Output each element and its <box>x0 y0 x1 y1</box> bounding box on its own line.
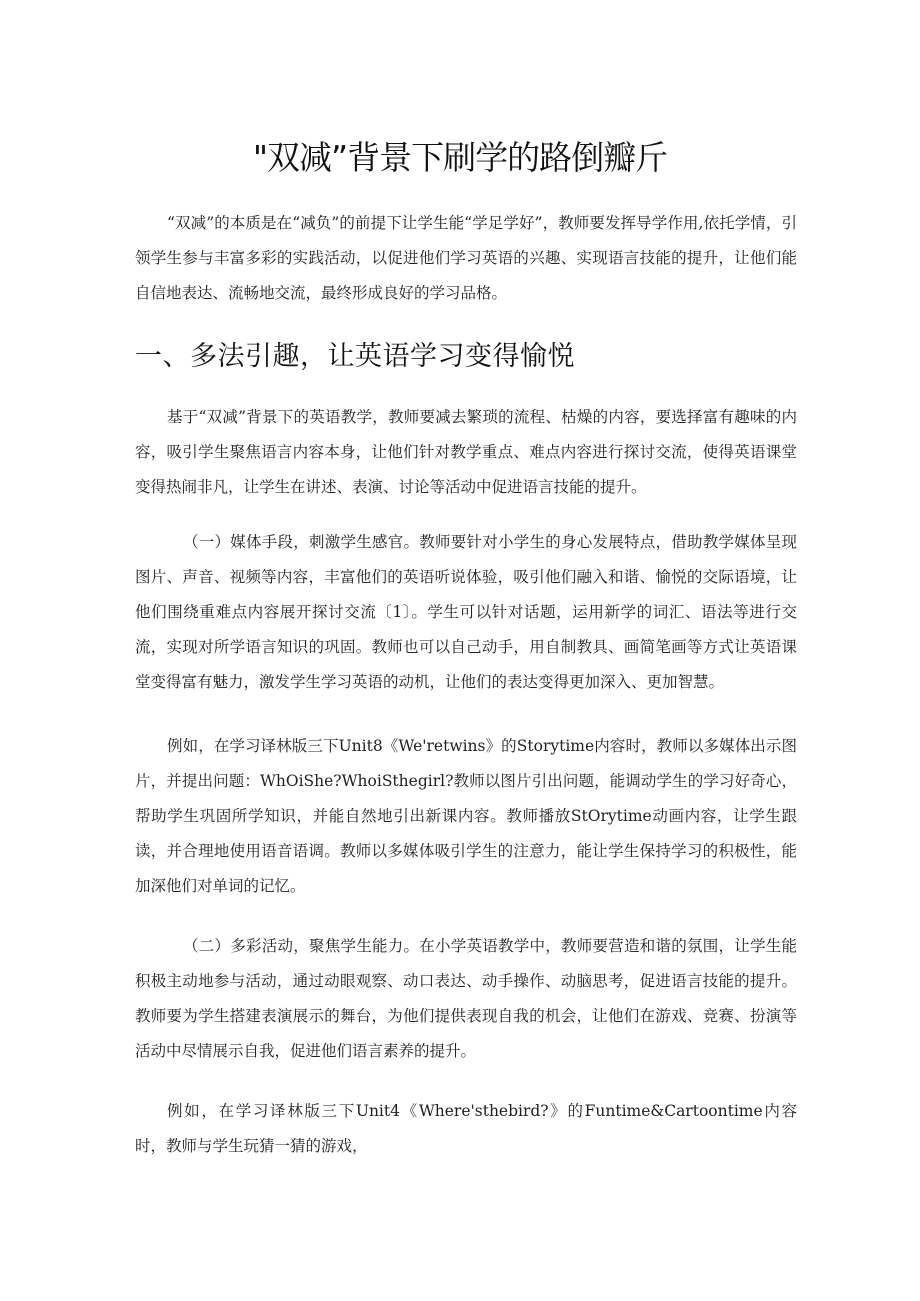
section-heading: 一、多法引趣，让英语学习变得愉悦 <box>135 341 575 372</box>
document-title: "双减”背景下刷学的路倒瓣斤 <box>252 138 668 177</box>
paragraph-2: （一）媒体手段，刺激学生感官。教师要针对小学生的身心发展特点，借助教学媒体呈现图片、声音、视频等内容，丰富他们的英语听说体验，吸引他们融入和谐、愉悦的交际语境，让他们围绕重难点内容展开探讨交流〔1〕。学生可以针对话题，运用新学的词汇、语法等进行交流，实现对所学语言知识的巩固。教师也可以自己动手，用自制教具、画简笔画等方式让英语课堂变得富有魅力，激发学生学习英语的动机，让他们的表达变得更加深入、更加智慧。 <box>135 533 797 691</box>
paragraph-3: 例如，在学习译林版三下Unit8《We'retwins》的Storytime内容时，教师以多媒体出示图片，并提出问题：WhOiShe?WhoiSthegirl?教师以图片引出问题，能调动学生的学习好奇心，帮助学生巩固所学知识，并能自然地引出新课内容。教师播放StOrytime动画内容，让学生跟读，并合理地使用语音语调。教师以多媒体吸引学生的注意力，能让学生保持学习的积极性，能加深他们对单词的记忆。 <box>135 737 797 895</box>
paragraph-5: 例如，在学习译林版三下Unit4《Where'sthebird?》的Funtime&Cartoontime内容时，教师与学生玩猜一猜的游戏， <box>135 1102 797 1155</box>
intro-paragraph: “双减”的本质是在“减负”的前提下让学生能“学足学好”，教师要发挥导学作用,依托学情，引领学生参与丰富多彩的实践活动，以促进他们学习英语的兴趣、实现语言技能的提升，让他们能自信地表达、流畅地交流，最终形成良好的学习品格。 <box>135 214 797 302</box>
paragraph-4: （二）多彩活动，聚焦学生能力。在小学英语教学中，教师要营造和谐的氛围，让学生能积极主动地参与活动，通过动眼观察、动口表达、动手操作、动脑思考，促进语言技能的提升。教师要为学生搭建表演展示的舞台，为他们提供表现自我的机会，让他们在游戏、竞赛、扮演等活动中尽情展示自我，促进他们语言素养的提升。 <box>135 937 797 1060</box>
paragraph-1: 基于“双减”背景下的英语教学，教师要减去繁琐的流程、枯燥的内容，要选择富有趣味的内容，吸引学生聚焦语言内容本身，让他们针对教学重点、难点内容进行探讨交流，使得英语课堂变得热闹非凡，让学生在讲述、表演、讨论等活动中促进语言技能的提升。 <box>135 408 797 496</box>
